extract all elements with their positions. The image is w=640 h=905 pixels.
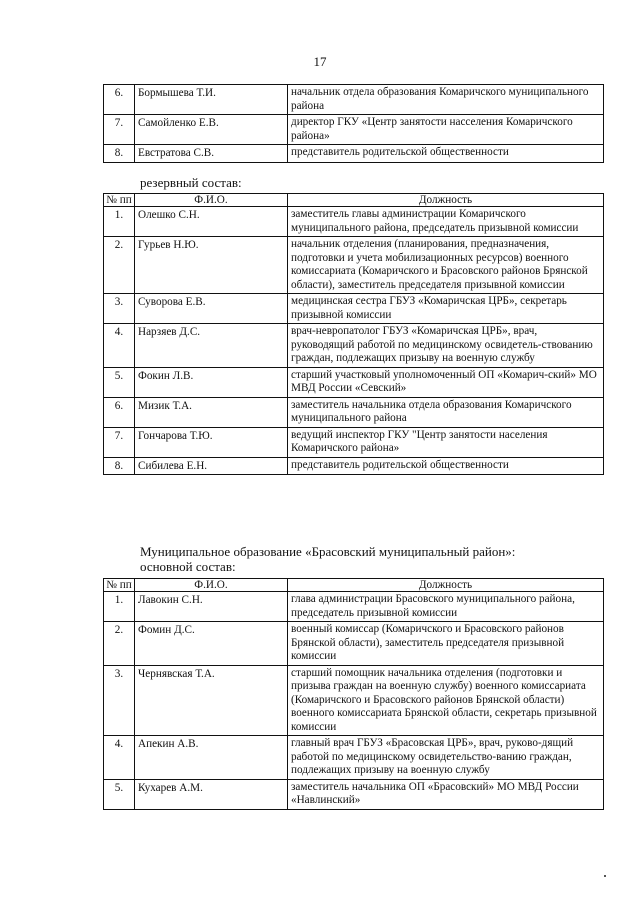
- row-fio: Кухарев А.М.: [135, 779, 288, 809]
- row-fio: Гончарова Т.Ю.: [135, 427, 288, 457]
- row-position: заместитель начальника ОП «Брасовский» МО МВД России «Навлинский»: [288, 779, 604, 809]
- row-fio: Евстратова С.В.: [135, 145, 288, 163]
- header-position: Должность: [288, 579, 604, 592]
- table-header-row: [104, 194, 604, 207]
- table-row: [104, 207, 604, 237]
- header-position: Должность: [288, 194, 604, 207]
- table-row: [104, 736, 604, 780]
- row-fio: Гурьев Н.Ю.: [135, 237, 288, 294]
- row-position: глава администрации Брасовского муниципального района, председатель призывной комиссии: [288, 592, 604, 622]
- row-fio: Апекин А.В.: [135, 736, 288, 780]
- row-position: военный комиссар (Комаричского и Брасовского районов Брянской области), заместитель председателя призывной комиссии: [288, 622, 604, 666]
- table-header-row: [104, 579, 604, 592]
- row-position: начальник отдела образования Комаричского муниципального района: [288, 85, 604, 115]
- row-number: 2.: [104, 237, 135, 294]
- table-row: [104, 397, 604, 427]
- table-row: [104, 294, 604, 324]
- row-fio: Суворова Е.В.: [135, 294, 288, 324]
- municipality-heading-line1: Муниципальное образование «Брасовский муниципальный район»:: [140, 544, 516, 559]
- row-number: 8.: [104, 457, 135, 475]
- municipality-heading: [140, 544, 610, 574]
- table-row: [104, 367, 604, 397]
- row-number: 1.: [104, 592, 135, 622]
- table-row: [104, 622, 604, 666]
- row-fio: Нарзяев Д.С.: [135, 324, 288, 368]
- row-fio: Самойленко Е.В.: [135, 115, 288, 145]
- row-number: 4.: [104, 736, 135, 780]
- roster-table-reserve: [103, 193, 604, 475]
- table-row: [104, 324, 604, 368]
- row-position: ведущий инспектор ГКУ "Центр занятости населения Комаричского района»: [288, 427, 604, 457]
- row-position: старший участковый уполномоченный ОП «Комарич-ский» МО МВД России «Севский»: [288, 367, 604, 397]
- row-number: 2.: [104, 622, 135, 666]
- table-row: [104, 237, 604, 294]
- roster-table-body: [104, 207, 604, 475]
- row-position: медицинская сестра ГБУЗ «Комаричская ЦРБ», секретарь призывной комиссии: [288, 294, 604, 324]
- row-position: директор ГКУ «Центр занятости насселения Комаричского района»: [288, 115, 604, 145]
- row-number: 1.: [104, 207, 135, 237]
- row-number: 8.: [104, 145, 135, 163]
- header-num: № пп: [104, 194, 135, 207]
- row-position: заместитель начальника отдела образования Комаричского муниципального района: [288, 397, 604, 427]
- header-fio: Ф.И.О.: [135, 194, 288, 207]
- scan-speck: [604, 875, 606, 877]
- row-position: старший помощник начальника отделения (подготовки и призыва граждан на военную службу) военного комиссариата (Комаричского и Брасовского районов Брянской области) военного комиссариата Брянской области, секретарь призывной комиссии: [288, 665, 604, 736]
- row-number: 7.: [104, 427, 135, 457]
- table-row: [104, 592, 604, 622]
- table-row: [104, 427, 604, 457]
- row-number: 3.: [104, 294, 135, 324]
- row-fio: Фокин Л.В.: [135, 367, 288, 397]
- row-position: представитель родительской общественности: [288, 457, 604, 475]
- row-fio: Сибилева Е.Н.: [135, 457, 288, 475]
- roster-table-body: [104, 592, 604, 810]
- header-fio: Ф.И.О.: [135, 579, 288, 592]
- row-position: заместитель главы администрации Комаричского муниципального района, председатель призывной комиссии: [288, 207, 604, 237]
- row-number: 6.: [104, 85, 135, 115]
- row-position: главный врач ГБУЗ «Брасовская ЦРБ», врач, руково-дящий работой по медицинскому освидетельство-ванию граждан, подлежащих призыву на военную службу: [288, 736, 604, 780]
- row-fio: Чернявская Т.А.: [135, 665, 288, 736]
- table-row: [104, 145, 604, 163]
- table-row: [104, 457, 604, 475]
- row-number: 3.: [104, 665, 135, 736]
- row-position: врач-невропатолог ГБУЗ «Комаричская ЦРБ», врач, руководящий работой по медицинскому освидетель-ствованию граждан, подлежащих призыву на военную службу: [288, 324, 604, 368]
- row-position: представитель родительской общественности: [288, 145, 604, 163]
- table-row: [104, 85, 604, 115]
- page-number: 17: [313, 54, 327, 69]
- row-number: 7.: [104, 115, 135, 145]
- table-row: [104, 779, 604, 809]
- row-fio: Лавокин С.Н.: [135, 592, 288, 622]
- row-number: 5.: [104, 779, 135, 809]
- row-number: 5.: [104, 367, 135, 397]
- municipality-heading-line2: основной состав:: [140, 559, 236, 574]
- row-fio: Фомин Д.С.: [135, 622, 288, 666]
- table-row: [104, 665, 604, 736]
- header-num: № пп: [104, 579, 135, 592]
- roster-table-brasovsky: [103, 578, 604, 810]
- roster-table-body: [104, 85, 604, 163]
- row-number: 6.: [104, 397, 135, 427]
- table-row: [104, 115, 604, 145]
- roster-table-continued: [103, 84, 604, 163]
- row-fio: Мизик Т.А.: [135, 397, 288, 427]
- row-position: начальник отделения (планирования, предназначения, подготовки и учета мобилизационных ресурсов) военного комиссариата (Комаричского и Брасовского районов Брянской области), заместитель председателя призывной комиссии: [288, 237, 604, 294]
- row-fio: Олешко С.Н.: [135, 207, 288, 237]
- reserve-heading: резервный состав:: [140, 175, 242, 190]
- row-fio: Бормышева Т.И.: [135, 85, 288, 115]
- row-number: 4.: [104, 324, 135, 368]
